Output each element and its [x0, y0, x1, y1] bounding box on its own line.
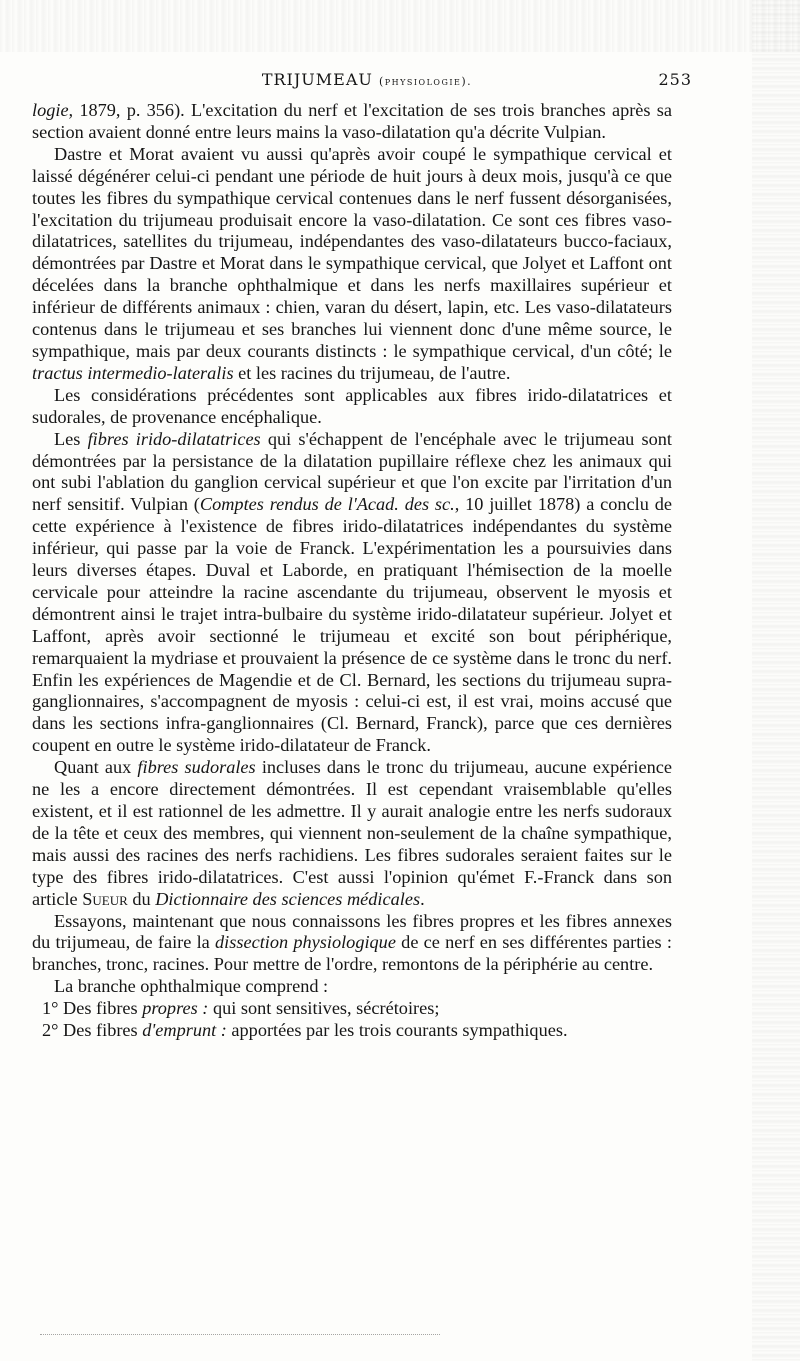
list-item-1	[32, 998, 672, 1020]
list-item-2-num: 2°	[42, 1020, 59, 1041]
paragraph-4-e: , 10 juillet 1878) a conclu de cette expérience à l'existence de fibres irido-dilatatrices indépendantes du système inférieur, qui passe par la voie de Franck. L'expérimentation les a poursuivies dans leurs diverses étapes. Duval et Laborde, en pratiquant l'hémisection de la moelle cervicale pour atteindre la racine ascendante du trijumeau, observent le myosis et démontrent ainsi le trajet intra-bulbaire du système irido-dilatateur supérieur. Jolyet et Laffont, après avoir sectionné le trijumeau et excité son bout périphérique, remarquaient la mydriase et prouvaient la présence de ce système dans le tronc du nerf. Enfin les expériences de Magendie et de Cl. Bernard, les sections du trijumeau supra-ganglionnaires, s'accompagnent de myosis : celui-ci est, il est vrai, moins accusé que dans les sections infra-ganglionnaires (Cl. Bernard, Franck), parce que ces dernières coupent en outre le système irido-dilatateur de Franck.	[32, 494, 672, 756]
list-item-1-a: Des fibres	[58, 998, 143, 1019]
list-item-1-num: 1°	[42, 998, 59, 1019]
paragraph-2-text: Dastre et Morat avaient vu aussi qu'après avoir coupé le sympathique cervical et laissé dégénérer celui-ci pendant une période de huit jours à deux mois, jusqu'à ce que toutes les fibres du sympathique cervical contenues dans le nerf fussent désorganisées, l'excitation du trijumeau produisait encore la vaso-dilatation. Ce sont ces fibres vaso-dilatatrices, satellites du trijumeau, indépendantes des vaso-dilatateurs bucco-faciaux, démontrées par Dastre et Morat dans le sympathique cervical, que Jolyet et Laffont ont décelées dans la branche ophthalmique et dans les nerfs maxillaires supérieur et inférieur de différents animaux : chien, varan du désert, lapin, etc. Les vaso-dilatateurs contenus dans le trijumeau et ses branches lui viennent donc d'une même source, le sympathique, mais par deux courants distincts : le sympathique cervical, d'un côté; le	[32, 143, 672, 361]
running-title	[262, 70, 472, 89]
paragraph-5-g: .	[420, 888, 425, 909]
paragraph-5-dictionary: Dictionnaire des sciences médicales	[155, 888, 421, 909]
paragraph-5-a: Quant aux	[54, 757, 138, 778]
scan-artifact-top	[0, 0, 800, 52]
page-body	[32, 100, 672, 1042]
paragraph-6-c: de ce nerf en ses différentes parties : branches, tronc, racines. Pour mettre de l'ordre, remontons de la périphérie au centre.	[32, 932, 672, 975]
paragraph-4-citation: Comptes rendus de l'Acad. des sc.	[199, 494, 455, 515]
paragraph-4-a: Les	[54, 428, 88, 449]
list-item-2	[32, 1020, 672, 1042]
paragraph-6-italic: dissection physiologique	[215, 932, 396, 953]
scan-artifact-bottom	[40, 1334, 440, 1335]
list-item-2-c: apportées par les trois courants sympathiques.	[226, 1020, 568, 1041]
paragraph-7: La branche ophthalmique comprend :	[54, 976, 329, 997]
paragraph-4-c: qui s'échappent de l'encéphale avec le trijumeau sont démontrées par la persistance de la dilatation pupillaire réflexe chez les animaux qui ont subi l'ablation du ganglion cervical supérieur et que l'on excite par l'irritation d'un nerf sensitif. Vulpian (	[32, 428, 672, 515]
list-item-2-a: Des fibres	[58, 1020, 143, 1041]
paragraph-1	[32, 100, 672, 144]
paragraph-5-italic: fibres sudorales	[137, 757, 256, 778]
paragraph-2	[32, 144, 672, 385]
book-page	[32, 70, 692, 1042]
scan-artifact-right-edge	[752, 0, 800, 1361]
paragraph-1-italic: logie,	[32, 100, 74, 120]
list-item-1-c: qui sont sensitives, sécrétoires;	[208, 998, 440, 1019]
list-item-1-italic: propres :	[142, 998, 209, 1019]
paragraph-6	[32, 911, 672, 977]
paragraph-2-italic: tractus intermedio-lateralis	[32, 362, 234, 383]
paragraph-6-a: Essayons, maintenant que nous connaissons les fibres propres et les fibres annexes du trijumeau, de faire la	[32, 910, 672, 953]
list-item-2-italic: d'emprunt :	[142, 1020, 227, 1041]
running-title-sub: (physiologie).	[378, 75, 473, 88]
page-number: 253	[658, 70, 692, 89]
paragraph-2-end: et les racines du trijumeau, de l'autre.	[233, 362, 511, 383]
paragraph-4-italic: fibres irido-dilatatrices	[87, 428, 261, 449]
paragraph-5-smallcaps: Sueur	[82, 888, 128, 909]
paragraph-5	[32, 757, 672, 910]
paragraph-4	[32, 429, 672, 758]
paragraph-5-c: incluses dans le tronc du trijumeau, aucune expérience ne les a encore directement démontrées. Il est cependant vraisemblable qu'elles existent, et il est rationnel de les admettre. Il y aurait analogie entre les nerfs sudoraux de la tête et ceux des membres, qui viennent non-seulement de la chaîne sympathique, mais aussi des racines des nerfs rachidiens. Les fibres sudorales seraient faites sur le type des fibres irido-dilatatrices. C'est aussi l'opinion qu'émet F.-Franck dans son article	[32, 757, 672, 909]
running-title-main: TRIJUMEAU	[261, 70, 373, 89]
running-header	[32, 70, 692, 100]
paragraph-1-text: 1879, p. 356). L'excitation du nerf et l'excitation de ses trois branches après sa section avaient donné entre leurs mains la vaso-dilatation qu'a décrite Vulpian.	[32, 100, 672, 142]
paragraph-3: Les considérations précédentes sont applicables aux fibres irido-dilatatrices et sudorales, de provenance encéphalique.	[32, 384, 672, 427]
paragraph-5-e: du	[127, 888, 156, 909]
